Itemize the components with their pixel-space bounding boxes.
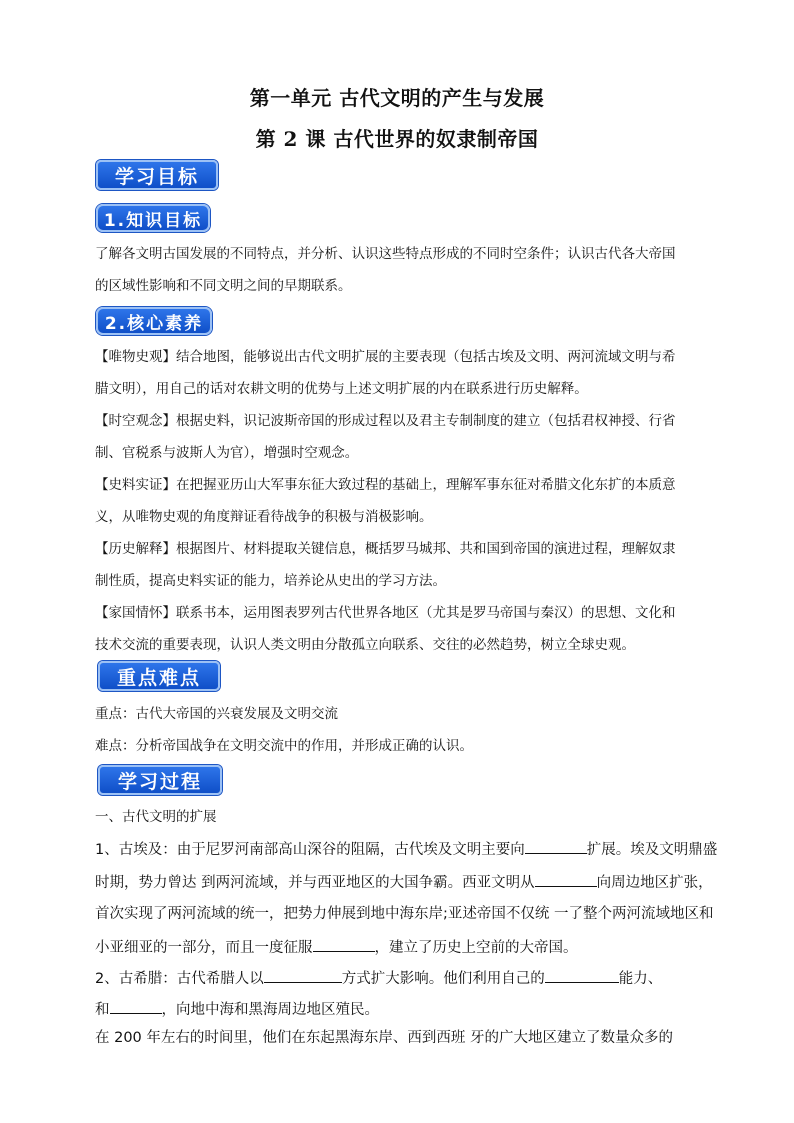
greece-line: 和 ，向地中海和黑海周边地区殖民。 xyxy=(95,999,705,1019)
lesson-title: 第 2 课 古代世界的奴隶制帝国 xyxy=(255,127,539,151)
egypt-line: 时期，势力曾达 到两河流域，并与西亚地区的大国争霸。西亚文明从 向周边地区扩张， xyxy=(95,872,705,892)
literacy-text-line: 技术交流的重要表现，认识人类文明由分散孤立向联系、交往的必然趋势，树立全球史观。 xyxy=(95,637,635,653)
literacy-text-line: 【史料实证】在把握亚历山大军事东征大致过程的基础上，理解军事东征对希腊文化东扩的本质意 xyxy=(95,477,676,493)
literacy-text-line: 【历史解释】根据图片、材料提取关键信息，概括罗马城邦、共和国到帝国的演进过程，理解奴隶 xyxy=(95,541,676,557)
egypt-line: 小亚细亚的一部分，而且一度征服 ，建立了历史上空前的大帝国。 xyxy=(95,937,705,957)
section-badge-key-points: 重点难点 xyxy=(98,661,220,691)
key-focus-text: 重点：古代大帝国的兴衰发展及文明交流 xyxy=(95,706,338,722)
literacy-text-line: 【唯物史观】结合地图，能够说出古代文明扩展的主要表现（包括古埃及文明、两河流域文明与希 xyxy=(95,349,676,365)
egypt-line: 1、古埃及：由于尼罗河南部高山深谷的阻隔，古代埃及文明主要向 扩展。埃及文明鼎盛 xyxy=(95,839,705,859)
fill-blank[interactable] xyxy=(535,872,597,887)
process-heading: 一、古代文明的扩展 xyxy=(95,809,217,825)
unit-title: 第一单元 古代文明的产生与发展 xyxy=(249,86,545,110)
key-difficulty-text: 难点：分析帝国战争在文明交流中的作用，并形成正确的认识。 xyxy=(95,738,473,754)
egypt-line: 首次实现了两河流域的统一，把势力伸展到地中海东岸;亚述帝国不仅统 一了整个两河流域地区和 xyxy=(95,906,714,922)
knowledge-text-line: 了解各文明古国发展的不同特点，并分析、认识这些特点形成的不同时空条件；认识古代各大帝国 xyxy=(95,246,676,262)
literacy-text-line: 腊文明），用自己的话对农耕文明的优势与上述文明扩展的内在联系进行历史解释。 xyxy=(95,381,588,397)
fill-blank[interactable] xyxy=(525,839,587,854)
literacy-text-line: 义，从唯物史观的角度辩证看待战争的积极与消极影响。 xyxy=(95,509,433,525)
greece-line: 在 200 年左右的时间里，他们在东起黑海东岸、西到西班 牙的广大地区建立了数量众多的 xyxy=(95,1030,673,1046)
fill-blank[interactable] xyxy=(264,968,342,983)
literacy-text-line: 【家国情怀】联系书本，运用图表罗列古代世界各地区（尤其是罗马帝国与秦汉）的思想、文化和 xyxy=(95,605,676,621)
literacy-text-line: 制、官税系与波斯人为官），增强时空观念。 xyxy=(95,445,359,461)
section-badge-study-process: 学习过程 xyxy=(98,765,222,795)
fill-blank[interactable] xyxy=(110,999,162,1014)
literacy-text-line: 制性质，提高史料实证的能力，培养论从史出的学习方法。 xyxy=(95,573,446,589)
fill-blank[interactable] xyxy=(545,968,619,983)
section-badge-knowledge-goals: 1.知识目标 xyxy=(96,204,210,232)
section-badge-study-goals: 学习目标 xyxy=(96,160,218,190)
literacy-text-line: 【时空观念】根据史料，识记波斯帝国的形成过程以及君主专制制度的建立（包括君权神授、行省 xyxy=(95,413,676,429)
section-badge-core-literacy: 2.核心素养 xyxy=(96,307,212,335)
fill-blank[interactable] xyxy=(313,937,375,952)
knowledge-text-line: 的区域性影响和不同文明之间的早期联系。 xyxy=(95,278,352,294)
greece-line: 2、古希腊：古代希腊人以 方式扩大影响。他们利用自己的 能力、 xyxy=(95,968,705,988)
